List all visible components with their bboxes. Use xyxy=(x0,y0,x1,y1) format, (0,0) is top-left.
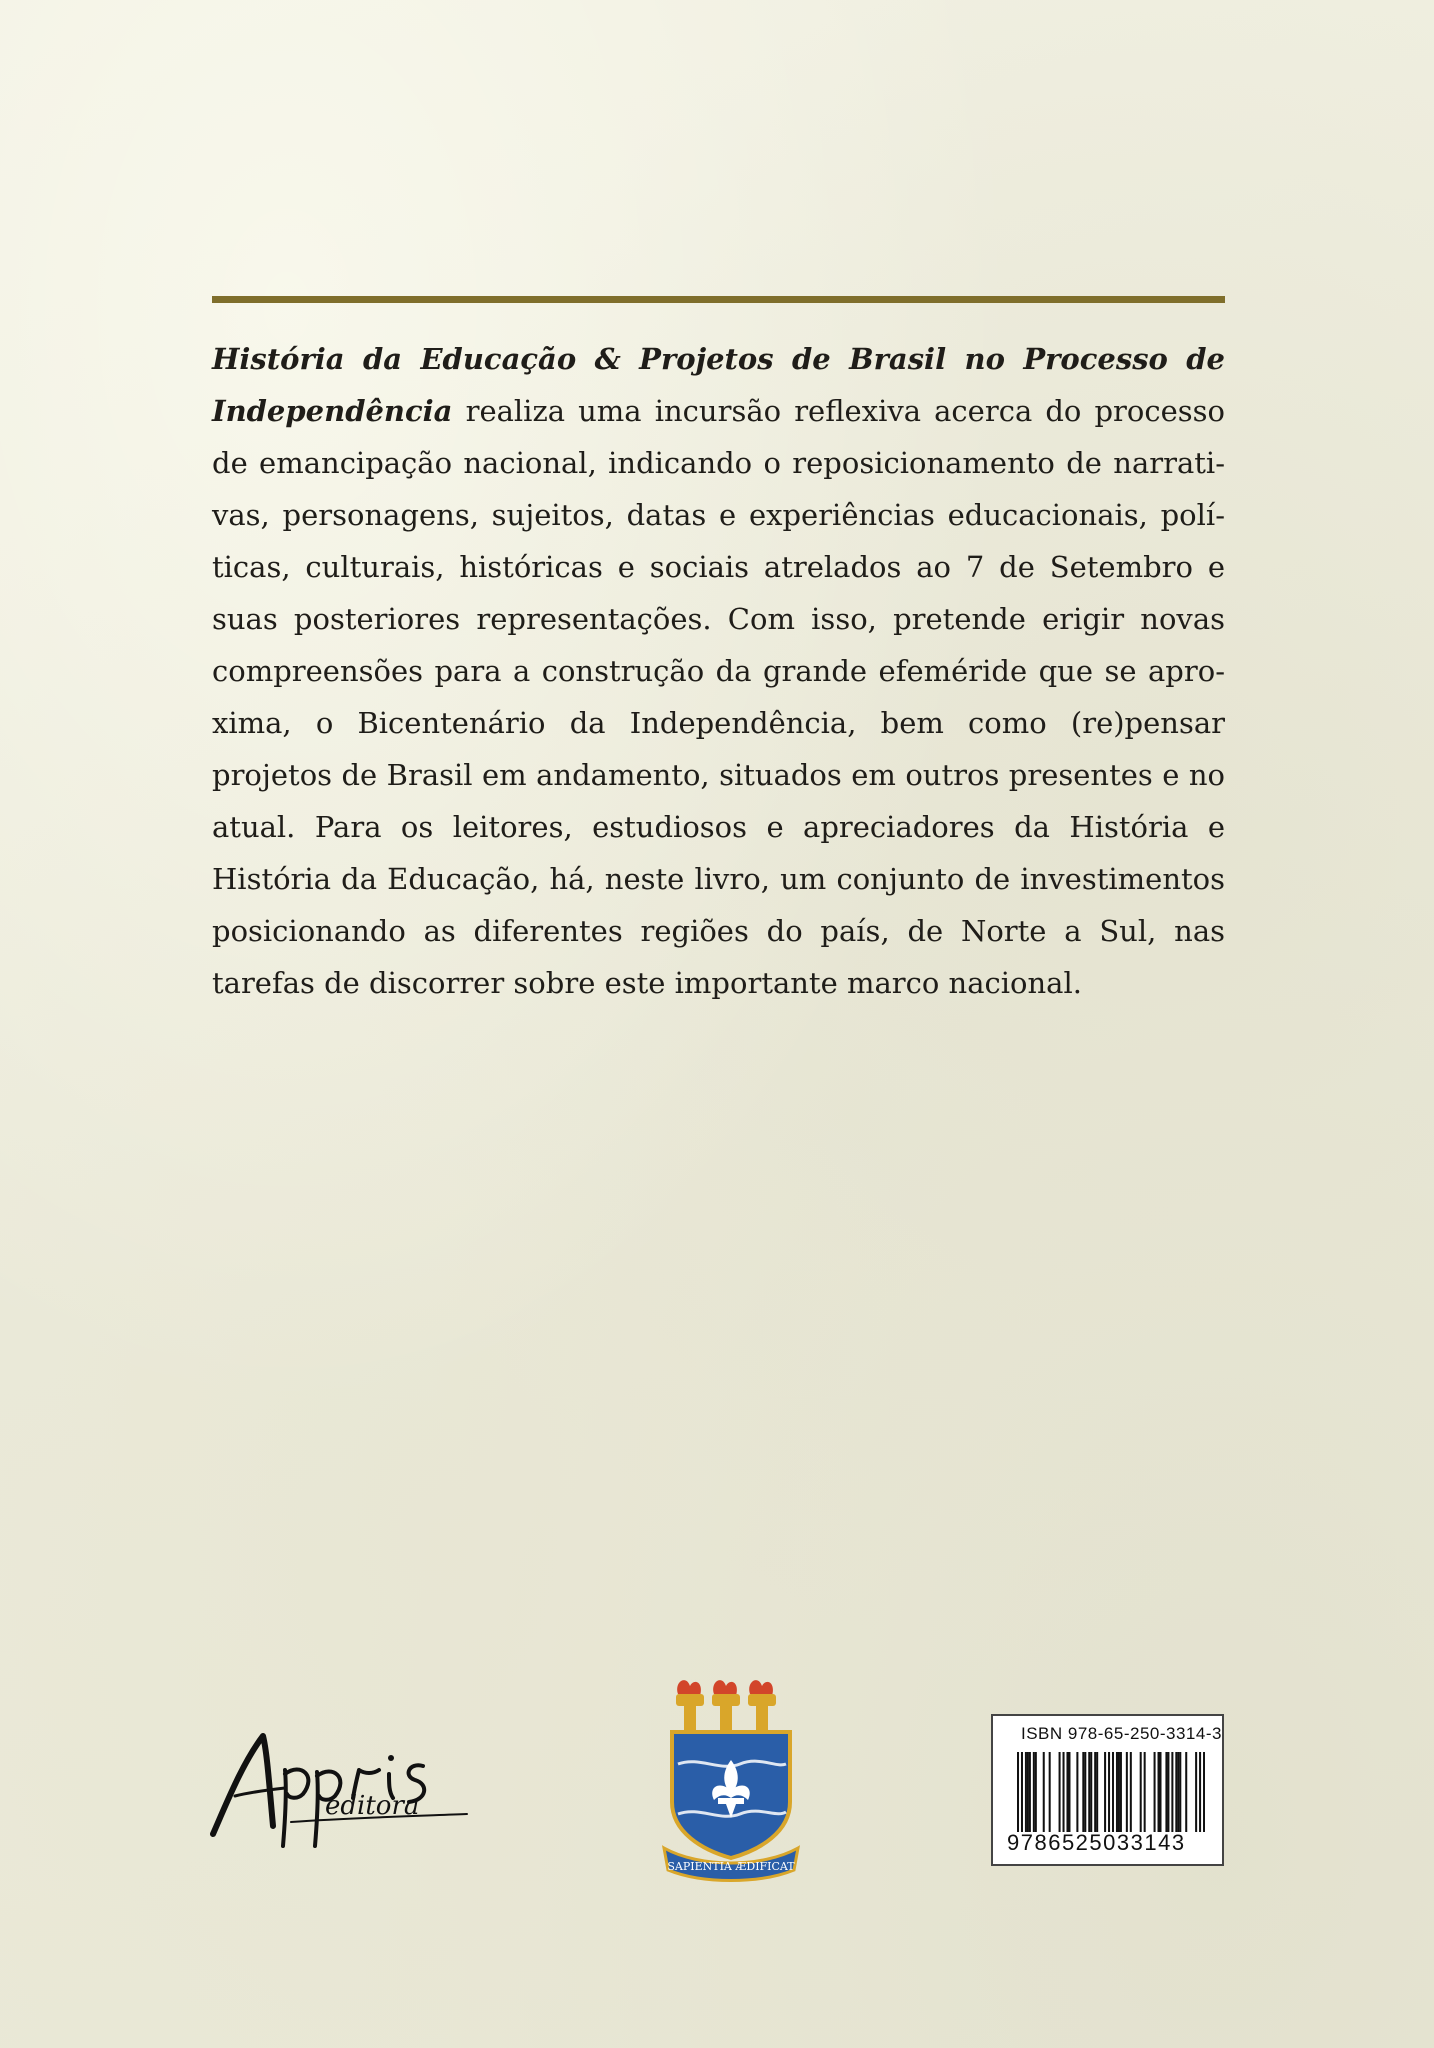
barcode-bar xyxy=(1094,1752,1096,1832)
barcode-bar xyxy=(1076,1752,1078,1832)
barcode-bar xyxy=(1017,1752,1019,1832)
barcode-bars xyxy=(1017,1752,1205,1832)
isbn-barcode-box xyxy=(991,1714,1224,1866)
svg-text:SAPIENTIA ÆDIFICAT: SAPIENTIA ÆDIFICAT xyxy=(667,1860,795,1873)
barcode-bar xyxy=(1118,1752,1120,1832)
barcode-bar xyxy=(1033,1752,1035,1832)
barcode-bar xyxy=(1035,1752,1037,1832)
barcode-bar xyxy=(1199,1752,1201,1832)
barcode-bar xyxy=(1158,1752,1160,1832)
barcode-bar xyxy=(1175,1752,1177,1832)
barcode-bar xyxy=(1112,1752,1114,1832)
barcode-bar xyxy=(1140,1752,1142,1832)
barcode-bar xyxy=(1104,1752,1106,1832)
university-crest xyxy=(660,1672,802,1884)
barcode-bar xyxy=(1154,1752,1156,1832)
barcode-bar xyxy=(1059,1752,1061,1832)
barcode-bar xyxy=(1130,1752,1132,1832)
barcode-bar xyxy=(1165,1752,1167,1832)
title-rule xyxy=(212,296,1225,303)
isbn-label: ISBN 978-65-250-3314-3 xyxy=(1021,1724,1222,1743)
barcode-bar xyxy=(1066,1752,1068,1832)
barcode-bar xyxy=(1043,1752,1045,1832)
barcode-bar xyxy=(1185,1752,1187,1832)
barcode-bar xyxy=(1179,1752,1181,1832)
barcode-bar xyxy=(1068,1752,1070,1832)
barcode-bar xyxy=(1126,1752,1128,1832)
barcode-bar xyxy=(1021,1752,1023,1832)
barcode-bar xyxy=(1084,1752,1086,1832)
barcode-bar xyxy=(1116,1752,1118,1832)
barcode-bar xyxy=(1088,1752,1090,1832)
barcode-bar xyxy=(1203,1752,1205,1832)
barcode-bar xyxy=(1027,1752,1029,1832)
barcode-bar xyxy=(1090,1752,1092,1832)
barcode-bar xyxy=(1096,1752,1098,1832)
book-title: História da Educação & Projetos de Brasil no Processo de Independência xyxy=(212,342,1225,428)
barcode-bar xyxy=(1063,1752,1065,1832)
appris-editora-logo xyxy=(205,1722,475,1852)
barcode-bar xyxy=(1049,1752,1051,1832)
barcode-bar xyxy=(1195,1752,1197,1832)
barcode-bar xyxy=(1159,1752,1161,1832)
barcode-bar xyxy=(1082,1752,1084,1832)
blurb-text: realiza uma incursão reflexiva acerca do processo de emancipação nacional, indicando o reposicionamento de narrativas, personagens, sujeitos, datas e experiências educacionais, políticas, culturais, históricas e sociais atrelados ao 7 de Setembro e suas posteriores representações. Com isso, pretende erigir novas compreensões para a construção da grande efeméride que se aproxima, o Bicentenário da Independência, bem como (re)pensar projetos de Brasil em andamento, situados em outros presentes e no atual. Para os leitores, estudiosos e apreciadores da História e História da Educação, há, neste livro, um conjunto de investimentos posicionando as diferentes regiões do país, de Norte a Sul, nas tarefas de discorrer sobre este importante marco nacional. xyxy=(212,394,1225,1000)
barcode-bar xyxy=(1167,1752,1169,1832)
back-cover-blurb xyxy=(212,333,1225,1009)
svg-text:editora: editora xyxy=(325,1791,420,1821)
barcode-bar xyxy=(1025,1752,1027,1832)
barcode-bar xyxy=(1144,1752,1146,1832)
barcode-bar xyxy=(1171,1752,1173,1832)
barcode-bar xyxy=(1029,1752,1031,1832)
barcode-digits: 9786525033143 xyxy=(1007,1830,1186,1855)
barcode-bar xyxy=(1108,1752,1110,1832)
barcode-bar xyxy=(1120,1752,1122,1832)
barcode-bar xyxy=(1177,1752,1179,1832)
